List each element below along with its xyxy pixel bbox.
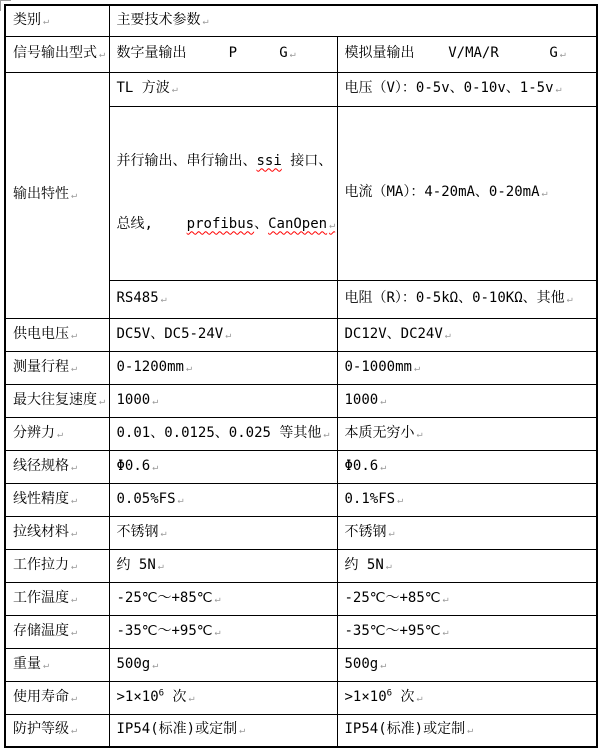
table-row-service-life (5, 681, 597, 714)
table-row-signal-type (5, 36, 597, 72)
row-label: 测量行程 ↵ (5, 351, 109, 384)
spec-value-analog: Φ0.6 ↵ (337, 450, 597, 483)
spec-value-digital: 500g ↵ (109, 648, 337, 681)
row-label-category: 类别 ↵ (5, 5, 109, 36)
table-row-measuring-range (5, 351, 597, 384)
row-label: 供电电压 ↵ (5, 318, 109, 351)
resistance-range-cell: 电阻（R）：0-5kΩ、0-10KΩ、其他 ↵ (337, 280, 597, 318)
spec-value-analog: $>1\times 10^6$ 次 ↵ (337, 681, 597, 714)
table-row-max-speed (5, 384, 597, 417)
spec-value-digital: 约 5N ↵ (109, 549, 337, 582)
table-row-category (5, 5, 597, 36)
voltage-range-cell: 电压（V）：0-5v、0-10v、1-5v ↵ (337, 72, 597, 106)
row-label: 工作拉力 ↵ (5, 549, 109, 582)
spellcheck-underline: CanOpen ↵ (268, 216, 335, 232)
table-row-supply-voltage (5, 318, 597, 351)
spec-value-digital: DC5V、DC5-24V ↵ (109, 318, 337, 351)
table-row-working-temperature (5, 582, 597, 615)
row-label: 防护等级 ↵ (5, 714, 109, 747)
table-row-weight (5, 648, 597, 681)
digital-output-cell: 数字量输出 P G ↵ (109, 36, 337, 72)
table-row-working-tension (5, 549, 597, 582)
spec-value-analog: 本质无穷小 ↵ (337, 417, 597, 450)
superscript-exponent: 6 (386, 687, 393, 698)
row-label: 线径规格 ↵ (5, 450, 109, 483)
row-label-signal-type: 信号输出型式 ↵ (5, 36, 109, 72)
table-row-storage-temperature (5, 615, 597, 648)
rs485-cell: RS485 ↵ (109, 280, 337, 318)
row-label: 分辨力 ↵ (5, 417, 109, 450)
spec-table (4, 4, 598, 748)
spec-value-digital: 1000 ↵ (109, 384, 337, 417)
spec-value-analog: 约 5N ↵ (337, 549, 597, 582)
spec-value-analog: -25℃～+85℃ ↵ (337, 582, 597, 615)
row-label: 存储温度 ↵ (5, 615, 109, 648)
spec-value-digital: -25℃～+85℃ ↵ (109, 582, 337, 615)
spec-value-analog: -35℃～+95℃ ↵ (337, 615, 597, 648)
spec-value-digital: 0.01、0.0125、0.025 等其他 ↵ (109, 417, 337, 450)
row-label: 重量 ↵ (5, 648, 109, 681)
bus-output-line1: 并行输出、串行输出、ssi 接口、 (116, 152, 333, 169)
table-row-linearity (5, 483, 597, 516)
current-range-cell: 电流（MA）：4-20mA、0-20mA ↵ (337, 106, 597, 280)
spec-value-analog: DC12V、DC24V ↵ (337, 318, 597, 351)
row-label: 线性精度 ↵ (5, 483, 109, 516)
spec-value-analog: 1000 ↵ (337, 384, 597, 417)
bus-output-line2: 总线, profibus、CanOpen ↵ (117, 214, 330, 236)
spec-value-digital: $>1\times 10^6$ 次 ↵ (109, 681, 337, 714)
table-row-wire-material (5, 516, 597, 549)
table-row-wire-diameter (5, 450, 597, 483)
spec-value-digital: Φ0.6 ↵ (109, 450, 337, 483)
spec-value-digital: 不锈钢 ↵ (109, 516, 337, 549)
spellcheck-underline: ssi (256, 152, 282, 169)
row-label-output-characteristics: 输出特性 ↵ (5, 72, 109, 318)
spec-value-analog: 0-1000mm ↵ (337, 351, 597, 384)
table-row-output-1 (5, 72, 597, 106)
spec-value-analog: 500g ↵ (337, 648, 597, 681)
row-label: 拉线材料 ↵ (5, 516, 109, 549)
superscript-exponent: 6 (158, 687, 165, 698)
row-label: 使用寿命 ↵ (5, 681, 109, 714)
header-main-params: 主要技术参数 ↵ (109, 5, 597, 36)
spellcheck-underline: profibus (186, 215, 255, 232)
row-label: 工作温度 ↵ (5, 582, 109, 615)
ttl-wave-cell: TL 方波 ↵ (109, 72, 337, 106)
table-row-resolution (5, 417, 597, 450)
analog-output-cell: 模拟量输出 V/MA/R G ↵ (337, 36, 597, 72)
row-label: 最大往复速度 ↵ (5, 384, 109, 417)
bus-output-cell (109, 106, 337, 280)
spec-value-analog: 不锈钢 ↵ (337, 516, 597, 549)
spec-value-digital: 0-1200mm ↵ (109, 351, 337, 384)
table-row-protection-rating (5, 714, 597, 747)
spec-value-digital: -35℃～+95℃ ↵ (109, 615, 337, 648)
spec-value-digital: 0.05%FS ↵ (109, 483, 337, 516)
spec-value-digital: IP54(标准)或定制 ↵ (109, 714, 337, 747)
spec-value-analog: IP54(标准)或定制 ↵ (337, 714, 597, 747)
spec-value-analog: 0.1%FS ↵ (337, 483, 597, 516)
